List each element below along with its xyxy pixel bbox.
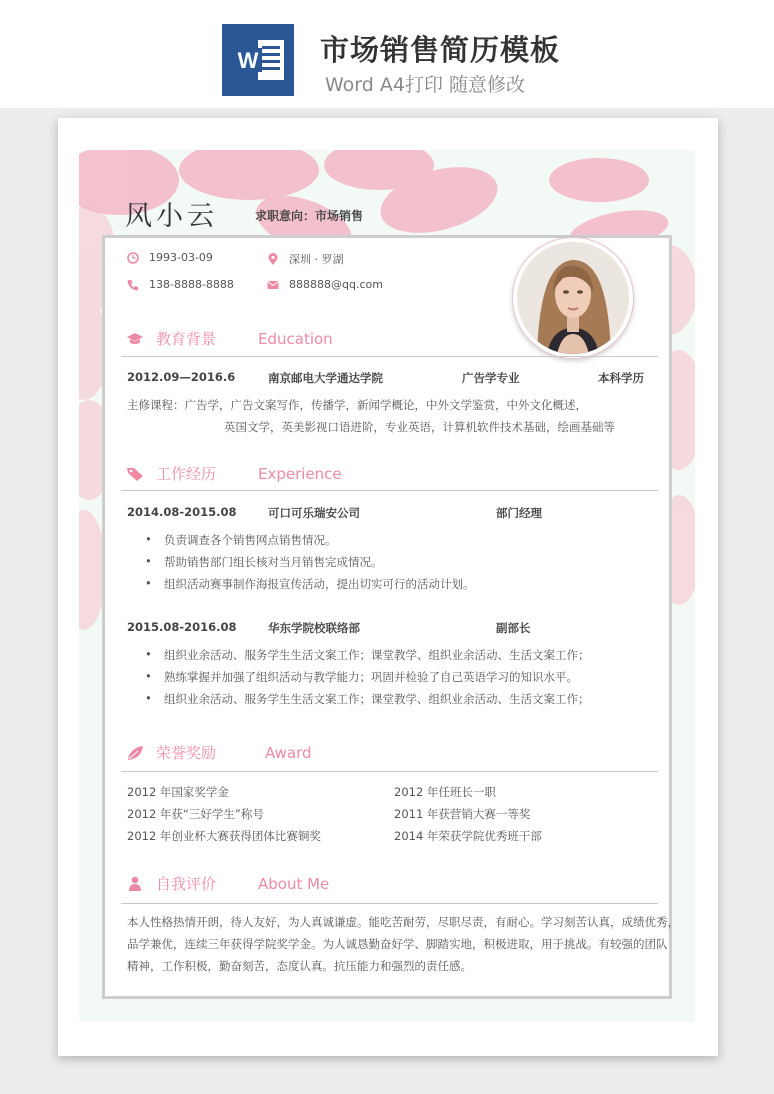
page-subtitle: Word A4打印 随意修改 [325, 74, 526, 96]
award-right-3: 2014 年荣获学院优秀班干部 [394, 829, 542, 843]
experience-divider [121, 490, 658, 491]
education-divider [121, 356, 658, 357]
award-title-zh: 荣誉奖励 [156, 744, 217, 762]
mail-icon [267, 280, 279, 290]
job2-period: 2015.08-2016.08 [127, 620, 237, 634]
award-right-2: 2011 年获营销大赛一等奖 [394, 807, 531, 821]
birthday-row [127, 251, 213, 264]
section-experience-title [126, 463, 342, 484]
location-value: 深圳 · 罗湖 [289, 253, 344, 266]
award-right-1: 2012 年任班长一职 [394, 785, 496, 799]
about-divider [121, 903, 658, 904]
section-education-title [126, 328, 333, 349]
education-title-en: Education [258, 329, 333, 348]
award-left-1: 2012 年国家奖学金 [127, 785, 229, 799]
self-eval-line1: 本人性格热情开朗，待人友好，为人真诚谦虚。能吃苦耐劳，尽职尽责，有耐心。学习刻苦认真，成绩优秀， [127, 915, 679, 929]
phone-row [127, 278, 234, 291]
self-eval-line3: 精神，工作积极，勤奋刻苦，态度认真。抗压能力和强烈的责任感。 [127, 959, 472, 973]
list-item: • 组织活动赛事制作海报宣传活动，提出切实可行的活动计划。 [145, 576, 475, 592]
person-icon [126, 876, 144, 892]
phone-icon [127, 279, 139, 291]
experience-title-zh: 工作经历 [156, 465, 217, 483]
award-left-2: 2012 年获“三好学生”称号 [127, 807, 264, 821]
edu-period: 2012.09—2016.6 [127, 370, 236, 384]
job2-position: 副部长 [496, 621, 531, 635]
page-title: 市场销售简历模板 [320, 33, 561, 67]
location-pin-icon [267, 253, 279, 266]
section-about-title [126, 873, 330, 894]
education-title-zh: 教育背景 [156, 330, 217, 348]
job1-company: 可口可乐瑞安公司 [268, 506, 360, 520]
experience-title-en: Experience [258, 464, 342, 483]
email-value: 888888@qq.com [289, 278, 383, 291]
job2-company: 华东学院校联络部 [268, 621, 360, 635]
list-item: • 帮助销售部门组长核对当月销售完成情况。 [145, 554, 383, 570]
list-item: • 熟练掌握并加强了组织活动与教学能力；巩固并检验了自己英语学习的知识水平。 [145, 669, 578, 685]
job1-period: 2014.08-2015.08 [127, 505, 237, 519]
email-row [267, 278, 383, 291]
calendar-icon [127, 252, 139, 264]
job1-position: 部门经理 [496, 506, 542, 520]
phone-value: 138-8888-8888 [149, 278, 234, 291]
leaf-icon [126, 745, 144, 761]
about-title-en: About Me [258, 874, 330, 893]
list-item: • 组织业余活动、服务学生生活文案工作；课堂教学、组织业余活动、生活文案工作； [145, 647, 590, 663]
page-header [0, 0, 774, 108]
edu-major: 广告学专业 [462, 371, 520, 385]
list-item: • 组织业余活动、服务学生生活文案工作；课堂教学、组织业余活动、生活文案工作； [145, 691, 590, 707]
about-title-zh: 自我评价 [156, 875, 217, 893]
award-title-en: Award [265, 743, 312, 762]
job-intent: 求职意向：市场销售 [255, 209, 364, 223]
award-left-3: 2012 年创业杯大赛获得团体比赛铜奖 [127, 829, 321, 843]
edu-degree: 本科学历 [598, 371, 644, 385]
word-logo-icon [222, 24, 294, 96]
edu-courses-line2: 英国文学，英美影视口语进阶，专业英语，计算机软件技术基础，绘画基础等 [224, 420, 615, 434]
birthday-value: 1993-03-09 [149, 251, 213, 264]
list-item: • 负责调查各个销售网点销售情况。 [145, 532, 337, 548]
tag-icon [126, 466, 144, 482]
self-eval-line2: 品学兼优，连续三年获得学院奖学金。为人诚恳勤奋好学、脚踏实地，积极进取，用于挑战。有较强的团队 [127, 937, 668, 951]
award-divider [121, 771, 658, 772]
candidate-name: 风小云 [125, 201, 218, 232]
portrait-image [517, 242, 629, 354]
graduation-cap-icon [126, 332, 144, 346]
edu-school: 南京邮电大学通达学院 [268, 371, 383, 385]
profile-photo [513, 238, 633, 358]
location-row [267, 251, 344, 267]
section-award-title [126, 742, 312, 763]
edu-courses-line1: 主修课程：广告学，广告文案写作，传播学，新闻学概论，中外文学鉴赏，中外文化概述， [127, 398, 587, 412]
svg-text:W: W [237, 48, 259, 73]
